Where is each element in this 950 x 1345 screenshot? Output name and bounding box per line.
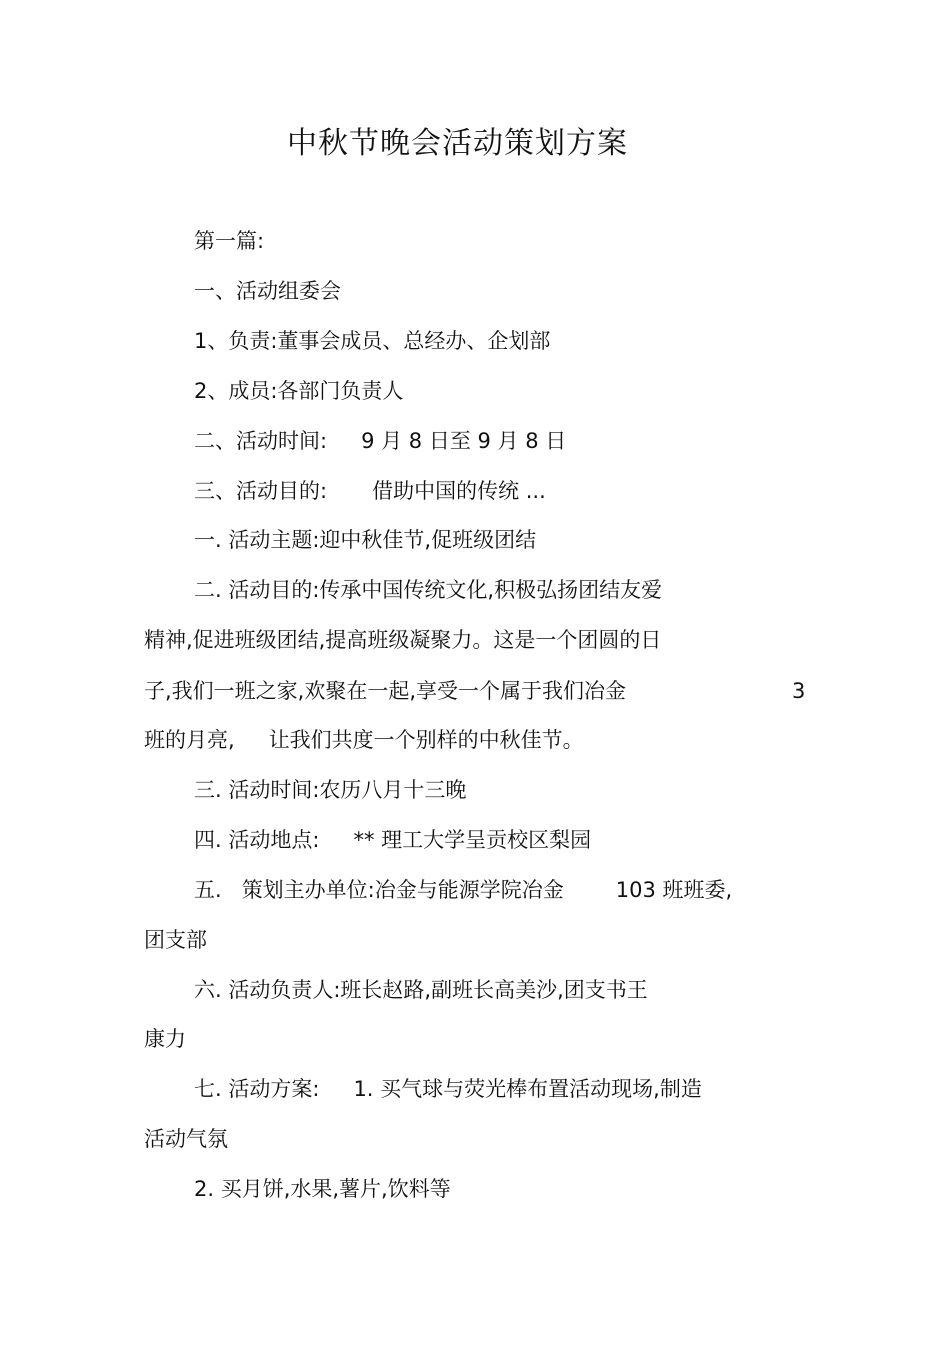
label-text: 三、活动目的:: [194, 479, 328, 503]
paragraph-line: 活动气氛: [144, 1127, 228, 1151]
paragraph-line: [194, 426, 566, 456]
label-text: 四. 活动地点:: [194, 828, 320, 852]
paragraph-line: 团支部: [144, 928, 207, 952]
paragraph-line: 精神,促进班级团结,提高班级凝聚力。这是一个团圆的日: [144, 628, 662, 652]
paragraph-line: 2、成员:各部门负责人: [194, 379, 404, 403]
text-segment: 让我们共度一个别样的中秋佳节。: [268, 728, 584, 752]
value-text: ** 理工大学呈贡校区梨园: [353, 828, 592, 852]
text-segment: 策划主办单位:冶金与能源学院冶金: [241, 878, 564, 902]
label-text: 七. 活动方案:: [194, 1077, 320, 1101]
paragraph-line: 三. 活动时间:农历八月十三晚: [194, 778, 467, 802]
paragraph-line: 康力: [144, 1027, 186, 1051]
section-heading: 第一篇:: [194, 229, 265, 253]
value-text: 9 月 8 日至 9 月 8 日: [361, 429, 567, 453]
text-segment: 1. 买气球与荧光棒布置活动现场,制造: [353, 1077, 702, 1101]
paragraph-line: [194, 476, 546, 506]
paragraph-line: [194, 1074, 702, 1104]
value-text: 借助中国的传统 ...: [372, 479, 546, 503]
paragraph-line: 1、负责:董事会成员、总经办、企划部: [194, 329, 551, 353]
label-text: 二、活动时间:: [194, 429, 328, 453]
paragraph-line: 2. 买月饼,水果,薯片,饮料等: [194, 1177, 451, 1201]
paragraph-line-number: 3: [792, 679, 806, 703]
text-segment: 班的月亮,: [144, 728, 235, 752]
paragraph-line: 一. 活动主题:迎中秋佳节,促班级团结: [194, 528, 537, 552]
paragraph-line: [194, 875, 732, 905]
paragraph-line: [144, 725, 584, 755]
label-text: 五.: [194, 878, 222, 902]
paragraph-line: 子,我们一班之家,欢聚在一起,享受一个属于我们冶金: [144, 679, 627, 703]
paragraph-line: 二. 活动目的:传承中国传统文化,积极弘扬团结友爱: [194, 578, 663, 602]
paragraph-line: [194, 825, 591, 855]
text-segment: 103 班班委,: [615, 878, 733, 902]
paragraph-line: 一、活动组委会: [194, 279, 341, 303]
document-title: 中秋节晚会活动策划方案: [287, 126, 628, 161]
paragraph-line: 六. 活动负责人:班长赵路,副班长高美沙,团支书王: [194, 978, 648, 1002]
